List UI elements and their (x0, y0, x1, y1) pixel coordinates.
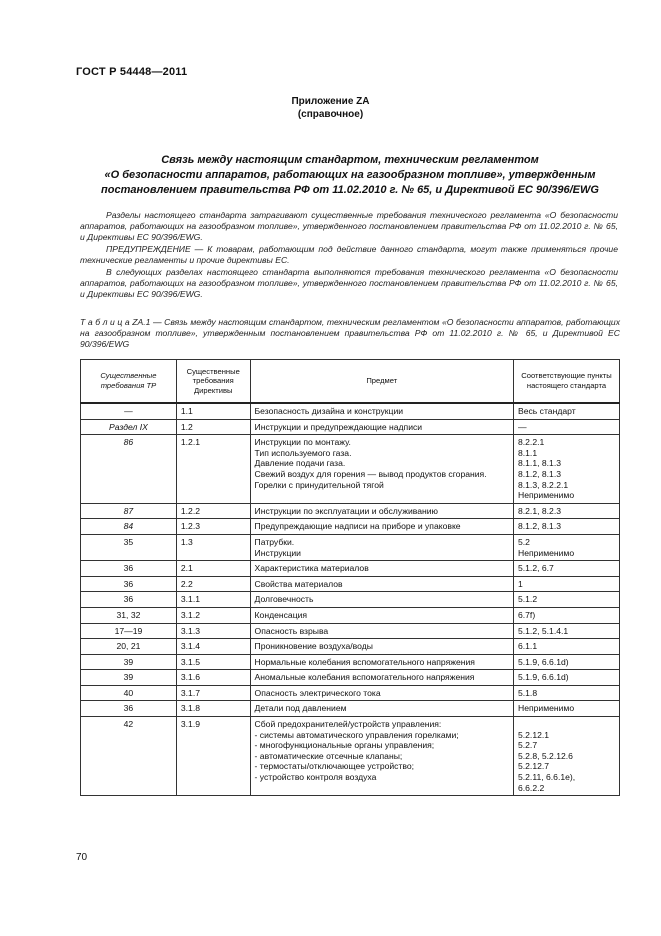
table-row (81, 607, 620, 623)
cell-directive-requirement: 1.2.2 (176, 503, 250, 519)
cell-tr-requirement: 20, 21 (81, 639, 177, 655)
cell-directive-requirement: 1.2.1 (176, 435, 250, 504)
cell-standard-clauses: Неприменимо (513, 701, 619, 717)
cell-tr-requirement: 36 (81, 576, 177, 592)
cell-directive-requirement: 3.1.3 (176, 623, 250, 639)
cell-standard-clauses: 5.1.8 (513, 685, 619, 701)
cell-subject: Опасность электрического тока (250, 685, 513, 701)
cell-subject: Сбой предохранителей/устройств управления: - системы автоматического управления горелками; - многофункциональные органы управления; - автоматические отсечные клапаны; - термостаты/отключающее устройство; - устройство контроля воздуха (250, 717, 513, 796)
annex-heading (90, 153, 610, 198)
cell-tr-requirement: 17—19 (81, 623, 177, 639)
table-row (81, 534, 620, 560)
cell-tr-requirement: — (81, 403, 177, 419)
cell-standard-clauses: 5.2.12.1 5.2.7 5.2.8, 5.2.12.6 5.2.12.7 5.2.11, 6.6.1e), 6.6.2.2 (513, 717, 619, 796)
cell-standard-clauses: 8.2.2.1 8.1.1 8.1.1, 8.1.3 8.1.2, 8.1.3 8.1.3, 8.2.2.1 Неприменимо (513, 435, 619, 504)
table-row (81, 701, 620, 717)
cell-tr-requirement: 39 (81, 654, 177, 670)
table-row (81, 561, 620, 577)
cell-subject: Нормальные колебания вспомогательного напряжения (250, 654, 513, 670)
cell-tr-requirement: 36 (81, 561, 177, 577)
cell-tr-requirement: Раздел IX (81, 419, 177, 435)
cell-tr-requirement: 36 (81, 701, 177, 717)
cell-subject: Конденсация (250, 607, 513, 623)
cell-standard-clauses: 5.1.2 (513, 592, 619, 608)
cell-standard-clauses: 5.2 Неприменимо (513, 534, 619, 560)
header-directive-requirements: Существенные требования Директивы (176, 360, 250, 404)
cell-directive-requirement: 2.1 (176, 561, 250, 577)
cell-tr-requirement: 40 (81, 685, 177, 701)
cell-tr-requirement: 84 (81, 519, 177, 535)
cell-subject: Инструкции по эксплуатации и обслуживанию (250, 503, 513, 519)
heading-line-2: «О безопасности аппаратов, работающих на газообразном топливе», утвержденным (104, 169, 596, 181)
table-row (81, 519, 620, 535)
warning-paragraph (80, 244, 618, 266)
header-subject: Предмет (250, 360, 513, 404)
cell-directive-requirement: 1.2 (176, 419, 250, 435)
heading-line-1: Связь между настоящим стандартом, техническим регламентом (161, 154, 539, 166)
table-row (81, 639, 620, 655)
cell-subject: Аномальные колебания вспомогательного напряжения (250, 670, 513, 686)
standard-code: ГОСТ Р 54448—2011 (76, 66, 188, 78)
cell-directive-requirement: 1.3 (176, 534, 250, 560)
cell-standard-clauses: 1 (513, 576, 619, 592)
cell-tr-requirement: 86 (81, 435, 177, 504)
table-row (81, 503, 620, 519)
cell-tr-requirement: 35 (81, 534, 177, 560)
cell-standard-clauses: 5.1.9, 6.6.1d) (513, 670, 619, 686)
cell-tr-requirement: 31, 32 (81, 607, 177, 623)
cell-standard-clauses: Весь стандарт (513, 403, 619, 419)
table-caption: Т а б л и ц а ZA.1 — Связь между настоящим стандартом, техническим регламентом «О безопасности аппаратов, работающих на газообразном топливе», утвержденным постановлением правительства РФ от 11.02.2010 г. № 65, и Директивой ЕС 90/396/EWG (80, 317, 620, 350)
cell-standard-clauses: 5.1.2, 6.7 (513, 561, 619, 577)
sections-paragraph (80, 267, 618, 301)
cell-tr-requirement: 42 (81, 717, 177, 796)
table-header-row (81, 360, 620, 404)
cell-directive-requirement: 3.1.8 (176, 701, 250, 717)
cell-standard-clauses: 8.1.2, 8.1.3 (513, 519, 619, 535)
cell-subject: Опасность взрыва (250, 623, 513, 639)
heading-line-3: постановлением правительства РФ от 11.02.2010 г. № 65, и Директивой ЕС 90/396/EWG (101, 184, 599, 196)
paragraph-text: ПРЕДУПРЕЖДЕНИЕ — К товарам, работающим под действие данного стандарта, могут также применяться прочие технические регламенты и прочие директивы ЕС. (80, 244, 618, 266)
cell-subject: Характеристика материалов (250, 561, 513, 577)
cell-directive-requirement: 3.1.1 (176, 592, 250, 608)
cell-directive-requirement: 3.1.7 (176, 685, 250, 701)
cell-standard-clauses: — (513, 419, 619, 435)
cell-subject: Проникновение воздуха/воды (250, 639, 513, 655)
table-row (81, 717, 620, 796)
intro-paragraph (80, 210, 618, 244)
cell-subject: Патрубки. Инструкции (250, 534, 513, 560)
cell-tr-requirement: 36 (81, 592, 177, 608)
cell-tr-requirement: 87 (81, 503, 177, 519)
cell-directive-requirement: 3.1.5 (176, 654, 250, 670)
cell-directive-requirement: 3.1.4 (176, 639, 250, 655)
cell-subject: Предупреждающие надписи на приборе и упаковке (250, 519, 513, 535)
paragraph-text: В следующих разделах настоящего стандарта выполняются требования технического регламента «О безопасности аппаратов, работающих на газообразном топливе», утвержденного постановлением правительства РФ от 11.02.2010 г. № 65, и Директивы ЕС 90/396/EWG. (80, 267, 618, 300)
table-row (81, 623, 620, 639)
paragraph-text: Разделы настоящего стандарта затрагивают существенные требования технического регламента «О безопасности аппаратов, работающих на газообразном топливе», утвержденного постановлением правительства РФ от 11.02.2010 г. № 65, и Директивы ЕС 90/396/EWG. (80, 210, 618, 243)
cell-standard-clauses: 6.1.1 (513, 639, 619, 655)
page-number: 70 (76, 852, 88, 863)
header-standard-clauses: Соответствующие пункты настоящего стандарта (513, 360, 619, 404)
table-row (81, 592, 620, 608)
cell-standard-clauses: 8.2.1, 8.2.3 (513, 503, 619, 519)
cell-directive-requirement: 1.2.3 (176, 519, 250, 535)
cell-subject: Безопасность дизайна и конструкции (250, 403, 513, 419)
annex-subtitle: (справочное) (297, 109, 364, 120)
cell-subject: Детали под давлением (250, 701, 513, 717)
cell-directive-requirement: 3.1.6 (176, 670, 250, 686)
cell-directive-requirement: 2.2 (176, 576, 250, 592)
cell-standard-clauses: 5.1.2, 5.1.4.1 (513, 623, 619, 639)
cell-subject: Свойства материалов (250, 576, 513, 592)
cell-tr-requirement: 39 (81, 670, 177, 686)
cell-subject: Инструкции по монтажу. Тип используемого газа. Давление подачи газа. Свежий воздух для горения — вывод продуктов сгорания. Горелки с принудительной тягой (250, 435, 513, 504)
cell-directive-requirement: 1.1 (176, 403, 250, 419)
correspondence-table (80, 359, 620, 796)
table-row (81, 685, 620, 701)
table-row (81, 654, 620, 670)
cell-directive-requirement: 3.1.2 (176, 607, 250, 623)
table-row (81, 419, 620, 435)
cell-subject: Долговечность (250, 592, 513, 608)
table-row (81, 670, 620, 686)
cell-standard-clauses: 6.7f) (513, 607, 619, 623)
cell-standard-clauses: 5.1.9, 6.6.1d) (513, 654, 619, 670)
table-row (81, 435, 620, 504)
header-tr-requirements: Существенные требования ТР (81, 360, 177, 404)
table-row (81, 403, 620, 419)
table-row (81, 576, 620, 592)
cell-directive-requirement: 3.1.9 (176, 717, 250, 796)
annex-title: Приложение ZA (291, 96, 370, 107)
cell-subject: Инструкции и предупреждающие надписи (250, 419, 513, 435)
